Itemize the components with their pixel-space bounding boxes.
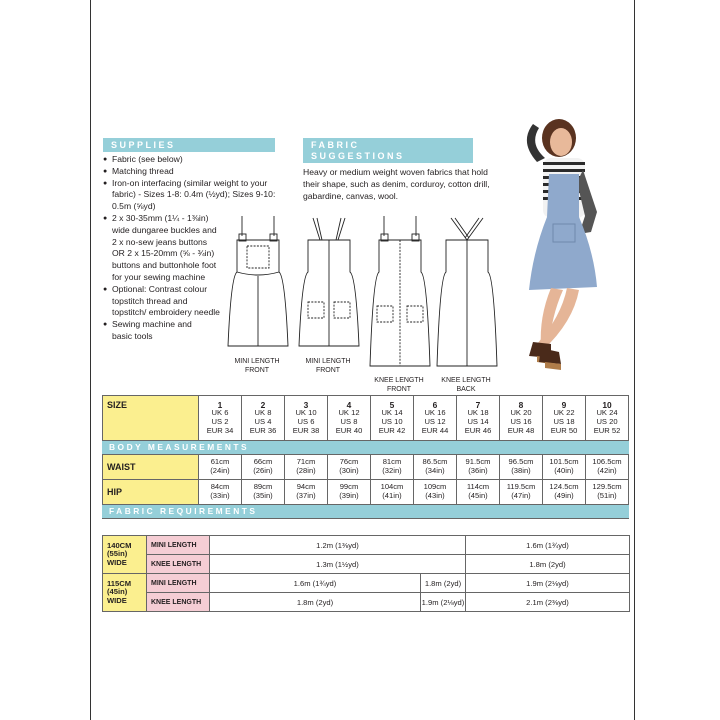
sketch-knee-back xyxy=(434,214,500,374)
hip-cell: 104cm (41in) xyxy=(371,480,414,505)
size-table xyxy=(102,395,629,519)
req-value: 1.3m (1½yd) xyxy=(210,555,466,574)
sketch-caption-line1: MINI LENGTH xyxy=(234,358,280,365)
waist-cell: 91.5cm (36in) xyxy=(457,455,500,480)
hip-cell: 99cm (39in) xyxy=(328,480,371,505)
hip-cell: 94cm (37in) xyxy=(285,480,328,505)
hip-cell: 124.5cm (49in) xyxy=(543,480,586,505)
waist-cell: 86.5cm (34in) xyxy=(414,455,457,480)
size-cell: 10 UK 24 US 20 EUR 52 xyxy=(586,396,629,441)
hip-cell: 114cm (45in) xyxy=(457,480,500,505)
req-value: 1.6m (1¾yd) xyxy=(210,574,421,593)
mini-length-label: MINI LENGTH xyxy=(147,574,210,593)
size-cell: 4 UK 12 US 8 EUR 40 xyxy=(328,396,371,441)
req-value: 1.6m (1¾yd) xyxy=(466,536,630,555)
req-value: 1.8m (2yd) xyxy=(421,574,466,593)
sketch-caption-line2: FRONT xyxy=(315,367,341,374)
waist-cell: 96.5cm (38in) xyxy=(500,455,543,480)
fabric-heading-line1: FABRIC xyxy=(311,140,360,150)
pattern-sheet xyxy=(90,0,635,720)
waist-cell: 81cm (32in) xyxy=(371,455,414,480)
supplies-item: ● Iron-on interfacing (similar weight to your fabric) - Sizes 1-8: 0.4m (½yd); Sizes 9-10: 0.5m (⅝yd) xyxy=(103,178,287,213)
size-cell: 8 UK 20 US 16 EUR 48 xyxy=(500,396,543,441)
size-cell: 2 UK 8 US 4 EUR 36 xyxy=(242,396,285,441)
req-row-140-knee xyxy=(103,555,630,574)
supplies-item: ● Sewing machine and basic tools xyxy=(103,319,207,343)
req-value: 1.2m (1⅜yd) xyxy=(210,536,466,555)
req-value: 1.9m (2⅛yd) xyxy=(466,574,630,593)
fabric-heading-line2: SUGGESTIONS xyxy=(311,151,405,161)
waist-cell: 71cm (28in) xyxy=(285,455,328,480)
sketch-caption xyxy=(426,376,506,394)
model-photo xyxy=(499,112,629,387)
fabric-requirements-table xyxy=(102,535,630,612)
waist-cell: 61cm (24in) xyxy=(199,455,242,480)
supplies-item: ● Fabric (see below) xyxy=(103,154,287,166)
req-value: 1.8m (2yd) xyxy=(210,593,421,612)
hip-row xyxy=(103,480,629,505)
knee-length-label: KNEE LENGTH xyxy=(147,593,210,612)
supplies-heading: SUPPLIES xyxy=(103,138,275,152)
hip-cell: 129.5cm (51in) xyxy=(586,480,629,505)
size-cell: 9 UK 22 US 18 EUR 50 xyxy=(543,396,586,441)
fabric-suggestions-text: Heavy or medium weight woven fabrics that hold their shape, such as denim, corduroy, cotton drill, gabardine, canvas, wool. xyxy=(303,167,490,201)
size-cell: 3 UK 10 US 6 EUR 38 xyxy=(285,396,328,441)
req-row-140-mini xyxy=(103,536,630,555)
size-cell: 5 UK 14 US 10 EUR 42 xyxy=(371,396,414,441)
fabric-suggestions-heading xyxy=(303,138,473,163)
req-value: 2.1m (2⅜yd) xyxy=(466,593,630,612)
size-row xyxy=(103,396,629,441)
size-cell: 6 UK 16 US 12 EUR 44 xyxy=(414,396,457,441)
req-value: 1.9m (2⅛yd) xyxy=(421,593,466,612)
hip-cell: 109cm (43in) xyxy=(414,480,457,505)
req-row-115-knee xyxy=(103,593,630,612)
fabric-requirements-heading: FABRIC REQUIREMENTS xyxy=(103,505,629,519)
sketch-caption xyxy=(217,357,297,375)
sketch-caption-line2: FRONT xyxy=(244,367,270,374)
waist-cell: 66cm (26in) xyxy=(242,455,285,480)
fabric-requirements-band xyxy=(103,505,629,519)
hip-cell: 119.5cm (47in) xyxy=(500,480,543,505)
sketch-caption-line2: FRONT xyxy=(386,386,412,393)
hip-cell: 89cm (35in) xyxy=(242,480,285,505)
waist-label: WAIST xyxy=(103,455,199,480)
sketch-caption-line1: KNEE LENGTH xyxy=(374,377,424,384)
mini-length-label: MINI LENGTH xyxy=(147,536,210,555)
sketch-knee-front xyxy=(367,214,433,374)
sketch-caption-line2: BACK xyxy=(456,386,476,393)
waist-cell: 76cm (30in) xyxy=(328,455,371,480)
body-measurements-heading: BODY MEASUREMENTS xyxy=(103,441,629,455)
waist-row xyxy=(103,455,629,480)
width-140-label: 140CM (55in) WIDE xyxy=(103,536,147,574)
sketch-caption-line1: KNEE LENGTH xyxy=(441,377,491,384)
sketch-mini-front-bib-pocket xyxy=(225,214,291,354)
sketch-caption-line1: MINI LENGTH xyxy=(305,358,351,365)
size-label: SIZE xyxy=(103,396,199,441)
size-cell: 7 UK 18 US 14 EUR 46 xyxy=(457,396,500,441)
sketch-mini-front-patch-pockets xyxy=(296,214,362,354)
width-115-label: 115CM (45in) WIDE xyxy=(103,574,147,612)
req-row-115-mini xyxy=(103,574,630,593)
fabric-suggestions-section xyxy=(303,138,503,202)
waist-cell: 101.5cm (40in) xyxy=(543,455,586,480)
body-measurements-band xyxy=(103,441,629,455)
sketch-caption xyxy=(288,357,368,375)
knee-length-label: KNEE LENGTH xyxy=(147,555,210,574)
supplies-item: ● Optional: Contrast colour topstitch thread and topstitch/ embroidery needle xyxy=(103,284,221,319)
supplies-item: ● Matching thread xyxy=(103,166,287,178)
hip-cell: 84cm (33in) xyxy=(199,480,242,505)
waist-cell: 106.5cm (42in) xyxy=(586,455,629,480)
hip-label: HIP xyxy=(103,480,199,505)
supplies-item: ● 2 x 30-35mm (1¼ - 1⅜in) wide dungaree buckles and 2 x no-sew jeans buttons OR 2 x 15-20mm (⅝ - ¾in) buttons and buttonhole foot for your sewing machine xyxy=(103,213,221,284)
req-value: 1.8m (2yd) xyxy=(466,555,630,574)
size-cell: 1 UK 6 US 2 EUR 34 xyxy=(199,396,242,441)
